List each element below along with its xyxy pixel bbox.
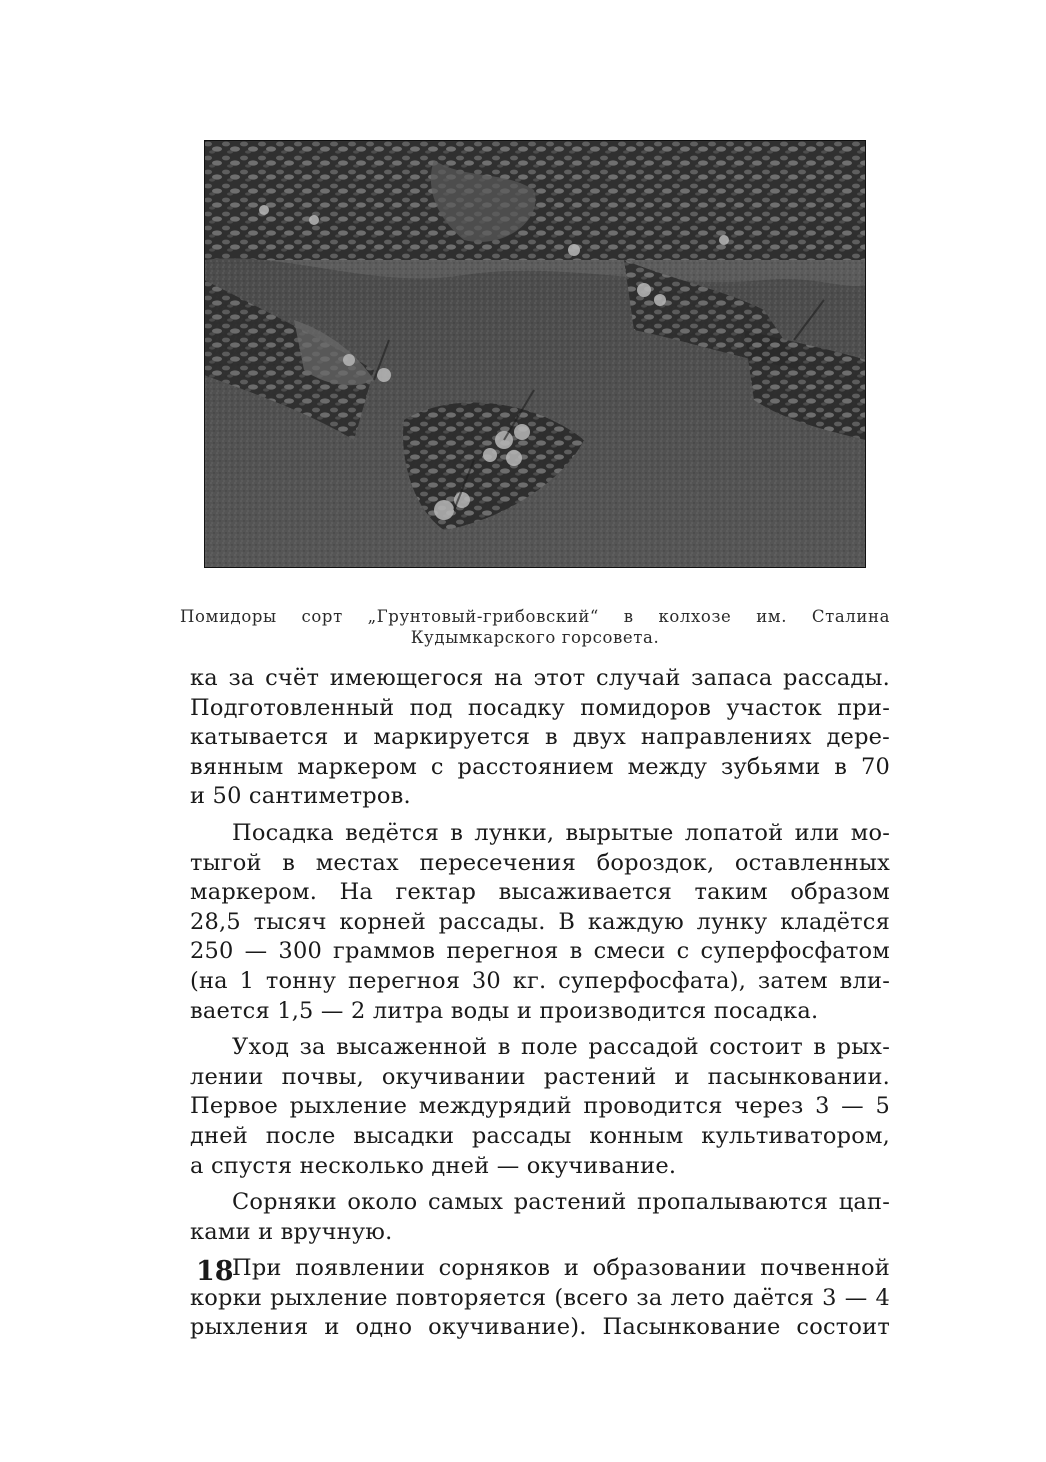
text-line: 250 — 300 граммов перегноя в смеси с суперфосфатом <box>190 938 890 965</box>
paragraph <box>190 664 890 812</box>
text-line: ка за счёт имеющегося на этот случай запаса рассады. <box>190 665 890 691</box>
caption-line: Помидоры сорт „Грунтовый-грибовский“ в колхозе им. Сталина <box>180 607 890 626</box>
text-line: рыхления и одно окучивание). Пасынкование состоит <box>190 1314 890 1341</box>
text-line: Посадка ведётся в лунки, вырытые лопатой или мо- <box>232 819 890 846</box>
text-line: вянным маркером с расстоянием между зубьями в 70 <box>190 753 890 780</box>
text-line: (на 1 тонну перегноя 30 кг. суперфосфата), затем вли- <box>190 967 890 994</box>
tomato-field-photo <box>204 140 866 568</box>
text-line: Сорняки около самых растений пропалываются цап- <box>232 1189 890 1216</box>
text-line: а спустя несколько дней — окучивание. <box>190 1152 677 1179</box>
text-line: 28,5 тысяч корней рассады. В каждую лунку кладётся <box>190 908 890 935</box>
page-number: 18 <box>196 1256 234 1287</box>
text-line: и 50 сантиметров. <box>190 783 411 810</box>
text-line: катывается и маркируется в двух направлениях дере- <box>190 724 890 751</box>
text-line: вается 1,5 — 2 литра воды и производится посадка. <box>190 997 819 1024</box>
paragraph <box>190 1033 890 1181</box>
text-line: Уход за высаженной в поле рассадой состоит в рых- <box>232 1034 890 1061</box>
text-line: ками и вручную. <box>190 1218 393 1245</box>
photo-caption <box>180 606 890 648</box>
paragraph <box>190 819 890 1026</box>
text-line: лении почвы, окучивании растений и пасынковании. <box>190 1063 890 1090</box>
text-line: тыгой в местах пересечения бороздок, оставленных <box>190 849 890 876</box>
paragraph <box>190 1254 890 1343</box>
body-text <box>190 664 890 1343</box>
text-line: При появлении сорняков и образовании почвенной <box>232 1255 890 1282</box>
paragraph <box>190 1188 890 1247</box>
text-line: Подготовленный под посадку помидоров участок при- <box>190 694 890 721</box>
text-line: маркером. На гектар высаживается таким образом <box>190 879 890 906</box>
text-line: Первое рыхление междурядий проводится через 3 — 5 <box>190 1093 890 1120</box>
caption-line: Кудымкарского горсовета. <box>410 628 660 647</box>
text-line: дней после высадки рассады конным культиватором, <box>190 1122 890 1149</box>
text-line: корки рыхление повторяется (всего за лето даётся 3 — 4 <box>190 1284 890 1311</box>
